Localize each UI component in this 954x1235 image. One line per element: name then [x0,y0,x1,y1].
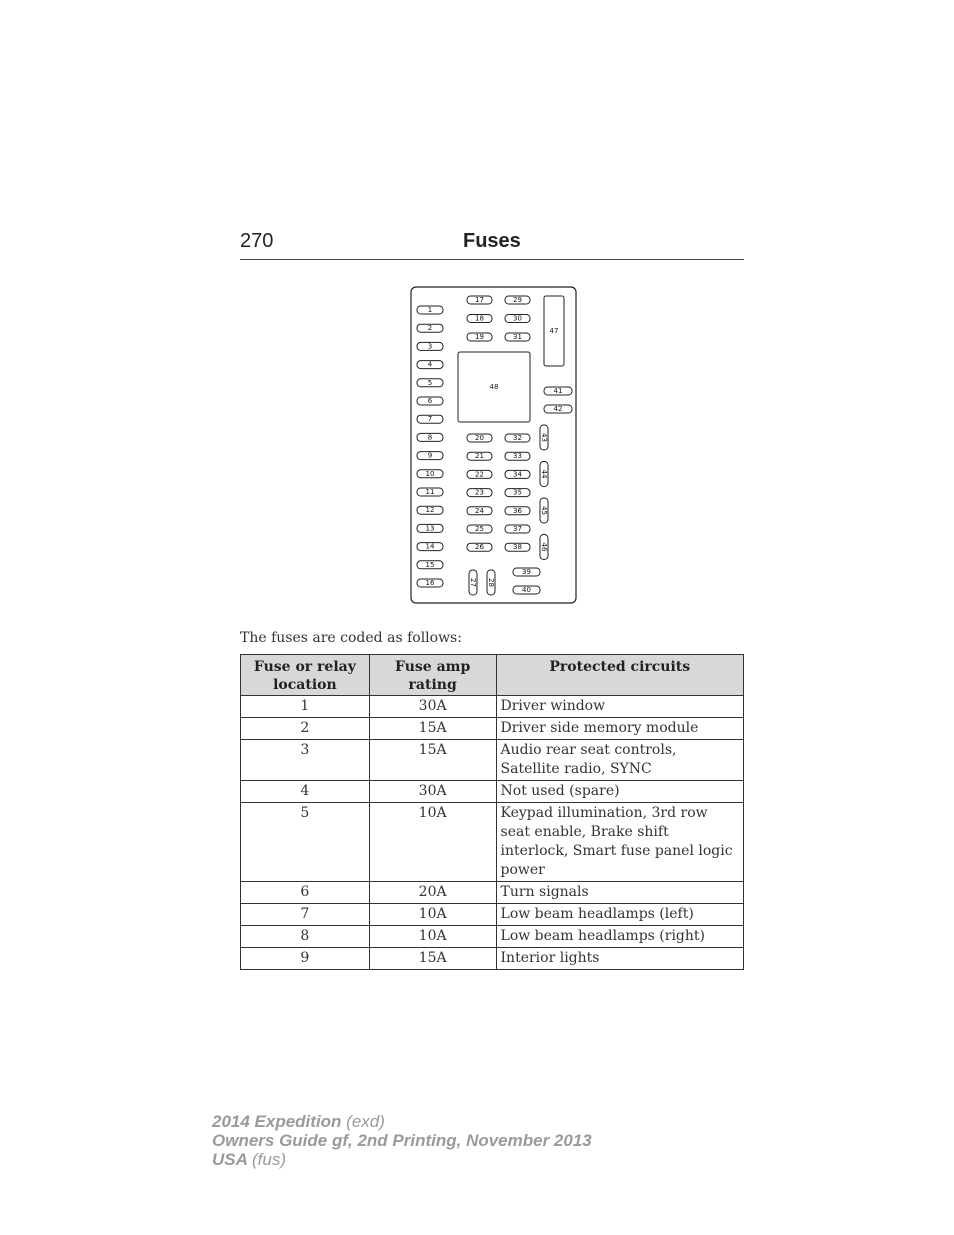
footer-line-3 [212,1150,592,1169]
fuse-34 [505,470,530,478]
section-title: Fuses [463,230,521,252]
svg-text:37: 37 [513,525,522,533]
footer-line-2: Owners Guide gf, 2nd Printing, November 2013 [212,1131,592,1150]
svg-text:21: 21 [475,452,484,461]
cell-location: 1 [241,696,370,718]
cell-location: 3 [241,740,370,781]
fuse-6 [417,397,443,405]
cell-location: 6 [241,882,370,904]
fuse-39 [513,568,540,576]
fuse-42 [544,405,572,413]
fuse-14 [417,543,443,551]
svg-text:9: 9 [427,451,433,460]
cell-circuits: Audio rear seat controls, Satellite radio, SYNC [496,740,743,781]
fuse-20 [467,434,492,442]
header-rating: Fuse amp rating [369,655,496,696]
svg-text:33: 33 [513,452,522,461]
fuse-12 [417,506,443,514]
fuse-44 [540,462,548,487]
cell-circuits: Interior lights [496,948,743,970]
cell-circuits: Turn signals [496,882,743,904]
svg-text:11: 11 [425,488,435,496]
cell-rating: 30A [369,696,496,718]
cell-circuits: Keypad illumination, 3rd row seat enable, Brake shift interlock, Smart fuse panel logic power [496,803,743,882]
fuse-27 [469,570,477,595]
svg-text:15: 15 [425,560,435,569]
svg-text:22: 22 [475,470,484,479]
fuse-35 [505,489,530,497]
svg-text:30: 30 [513,314,522,323]
header-location: Fuse or relay location [241,655,370,696]
svg-text:44: 44 [540,469,548,479]
svg-text:34: 34 [513,470,522,479]
cell-rating: 15A [369,718,496,740]
svg-text:35: 35 [513,488,522,497]
svg-text:27: 27 [469,578,477,587]
footer-market: USA [212,1150,248,1169]
svg-text:36: 36 [513,506,522,515]
table-row [241,740,744,781]
footer-market-code: (fus) [252,1150,286,1169]
page-footer [212,1112,592,1169]
svg-text:6: 6 [427,397,433,405]
header-circuits: Protected circuits [496,655,743,696]
table-row [241,904,744,926]
table-row [241,718,744,740]
fuse-38 [505,543,530,551]
footer-line-1 [212,1112,592,1131]
cell-rating: 10A [369,803,496,882]
table-row [241,696,744,718]
fuse-24 [467,507,492,515]
svg-text:10: 10 [425,469,435,478]
svg-text:25: 25 [475,525,484,533]
page-number: 270 [240,230,274,252]
fuse-16 [417,579,443,587]
fuse-13 [417,524,443,532]
svg-text:26: 26 [475,543,484,552]
fuse-table [240,654,744,970]
page-header [240,228,744,260]
table-row [241,948,744,970]
table-row [241,882,744,904]
fuse-18 [467,315,492,323]
svg-text:45: 45 [540,506,548,515]
fuse-43 [540,425,548,450]
fuse-2 [417,324,443,332]
fuse-25 [467,525,492,533]
cell-rating: 15A [369,948,496,970]
cell-location: 9 [241,948,370,970]
svg-text:46: 46 [540,542,548,552]
fuse-9 [417,452,443,460]
fuse-26 [467,543,492,551]
fuse-21 [467,452,492,460]
fuse-40 [513,586,540,594]
fuse-37 [505,525,530,533]
table-row [241,926,744,948]
fuse-5 [417,379,443,387]
cell-rating: 20A [369,882,496,904]
footer-model-code: (exd) [346,1112,385,1131]
svg-text:16: 16 [425,579,435,587]
svg-text:29: 29 [513,296,522,304]
fuse-panel-diagram [410,286,578,606]
fuse-33 [505,452,530,460]
svg-text:23: 23 [475,488,484,497]
svg-text:12: 12 [425,506,435,515]
fuse-29 [505,296,530,304]
svg-text:7: 7 [427,415,433,424]
svg-text:8: 8 [427,433,433,442]
fuse-17 [467,296,492,304]
svg-text:19: 19 [475,333,484,341]
cell-location: 8 [241,926,370,948]
intro-text: The fuses are coded as follows: [240,630,462,646]
fuse-8 [417,433,443,441]
fuse-1 [417,306,443,314]
svg-text:31: 31 [513,333,522,341]
svg-text:14: 14 [425,542,435,551]
fuse-15 [417,561,443,569]
cell-location: 5 [241,803,370,882]
fuse-30 [505,315,530,323]
fuse-41 [544,387,572,395]
fuse-45 [540,498,548,523]
fuse-3 [417,342,443,350]
svg-text:48: 48 [489,383,499,391]
svg-text:20: 20 [475,434,484,442]
table-row [241,781,744,803]
svg-text:38: 38 [513,543,522,552]
svg-text:5: 5 [427,378,433,387]
fuse-19 [467,333,492,341]
svg-text:4: 4 [427,360,433,369]
cell-rating: 15A [369,740,496,781]
fuse-4 [417,361,443,369]
cell-circuits: Driver side memory module [496,718,743,740]
svg-text:32: 32 [513,434,522,442]
fuse-47 [544,296,564,366]
svg-text:13: 13 [425,524,435,533]
fuse-10 [417,470,443,478]
cell-circuits: Driver window [496,696,743,718]
cell-circuits: Low beam headlamps (left) [496,904,743,926]
fuse-48 [458,352,530,422]
cell-circuits: Not used (spare) [496,781,743,803]
svg-text:39: 39 [522,568,531,576]
svg-text:41: 41 [553,387,563,395]
svg-text:24: 24 [475,506,484,515]
svg-text:18: 18 [475,314,484,323]
footer-model: 2014 Expedition [212,1112,342,1131]
fuse-11 [417,488,443,496]
svg-text:42: 42 [553,405,563,413]
fuse-31 [505,333,530,341]
svg-text:47: 47 [549,327,559,335]
svg-text:28: 28 [487,578,495,587]
cell-location: 2 [241,718,370,740]
svg-text:40: 40 [522,586,531,594]
cell-location: 4 [241,781,370,803]
fuse-28 [487,570,495,595]
cell-rating: 30A [369,781,496,803]
fuse-7 [417,415,443,423]
svg-text:3: 3 [427,342,433,351]
svg-text:43: 43 [540,433,548,442]
cell-circuits: Low beam headlamps (right) [496,926,743,948]
fuse-46 [540,535,548,560]
cell-location: 7 [241,904,370,926]
cell-rating: 10A [369,926,496,948]
table-row [241,803,744,882]
fuse-23 [467,489,492,497]
table-header-row [241,655,744,696]
svg-text:1: 1 [427,306,433,314]
cell-rating: 10A [369,904,496,926]
fuse-32 [505,434,530,442]
fuse-36 [505,507,530,515]
fuse-22 [467,470,492,478]
svg-text:17: 17 [475,296,484,304]
svg-text:2: 2 [427,324,433,333]
